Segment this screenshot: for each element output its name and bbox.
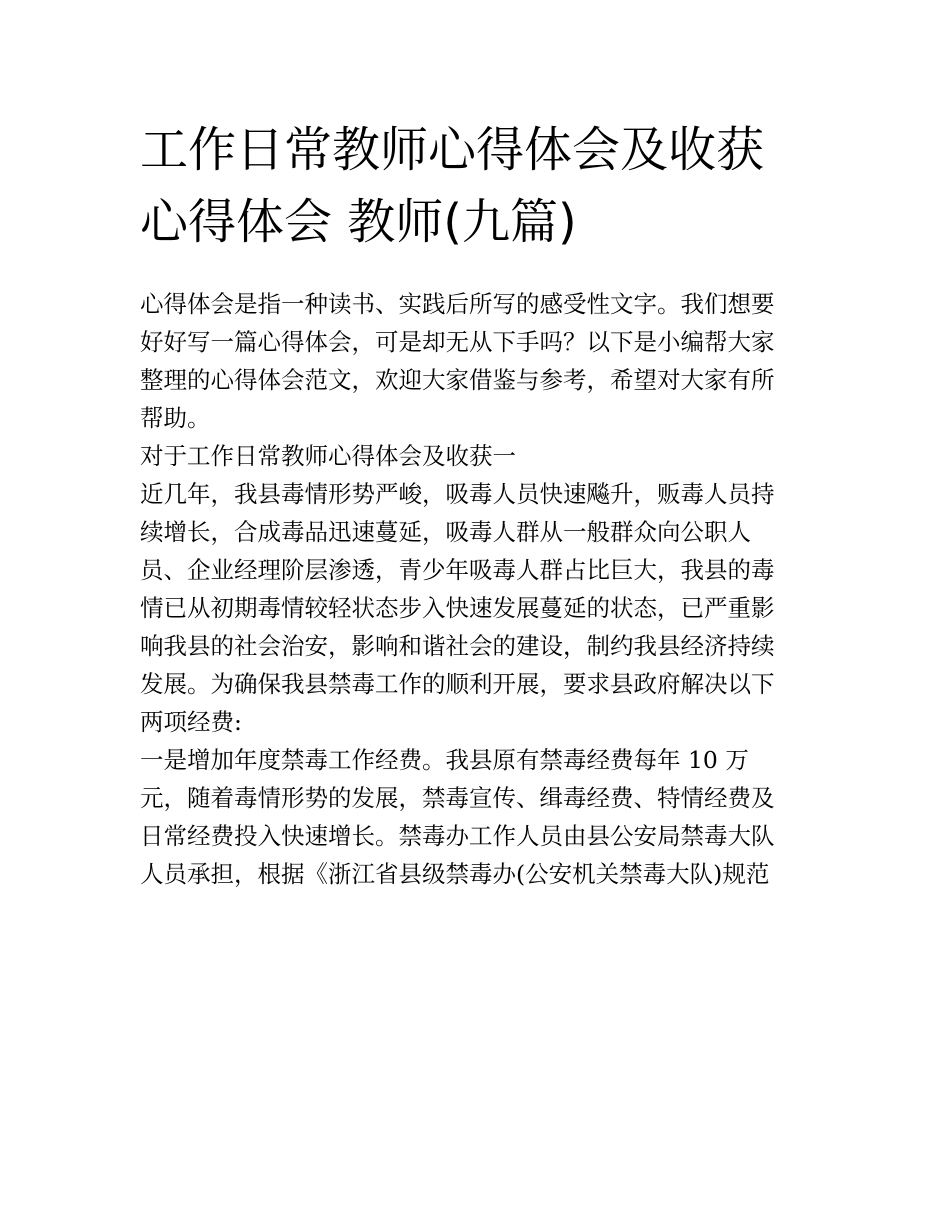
body-line: 一是增加年度禁毒工作经费。我县原有禁毒经费每年 10 万 [140, 746, 749, 774]
document-title [140, 114, 820, 258]
body-line: 帮助。 [140, 404, 211, 432]
body-line: 情已从初期毒情较轻状态步入快速发展蔓延的状态，已严重影 [140, 594, 775, 622]
document-body [140, 285, 812, 893]
title-line: 心得体会 教师(九篇) [140, 194, 577, 250]
body-line: 发展。为确保我县禁毒工作的顺利开展，要求县政府解决以下 [140, 670, 775, 698]
body-line: 整理的心得体会范文，欢迎大家借鉴与参考，希望对大家有所 [140, 366, 775, 394]
body-line: 响我县的社会治安，影响和谐社会的建设，制约我县经济持续 [140, 632, 775, 660]
body-line: 心得体会是指一种读书、实践后所写的感受性文字。我们想要 [140, 290, 775, 318]
body-line: 元，随着毒情形势的发展，禁毒宣传、缉毒经费、特情经费及 [140, 784, 775, 812]
body-line: 人员承担，根据《浙江省县级禁毒办(公安机关禁毒大队)规范 [140, 860, 770, 888]
body-line: 近几年，我县毒情形势严峻，吸毒人员快速飚升，贩毒人员持 [140, 480, 775, 508]
body-line: 日常经费投入快速增长。禁毒办工作人员由县公安局禁毒大队 [140, 822, 775, 850]
body-line: 两项经费: [140, 708, 242, 736]
section-heading: 对于工作日常教师心得体会及收获一 [140, 442, 516, 470]
title-line: 工作日常教师心得体会及收获 [140, 122, 765, 178]
body-line: 好好写一篇心得体会，可是却无从下手吗？以下是小编帮大家 [140, 328, 775, 356]
body-line: 员、企业经理阶层渗透，青少年吸毒人群占比巨大，我县的毒 [140, 556, 775, 584]
body-line: 续增长，合成毒品迅速蔓延，吸毒人群从一般群众向公职人 [140, 518, 751, 546]
